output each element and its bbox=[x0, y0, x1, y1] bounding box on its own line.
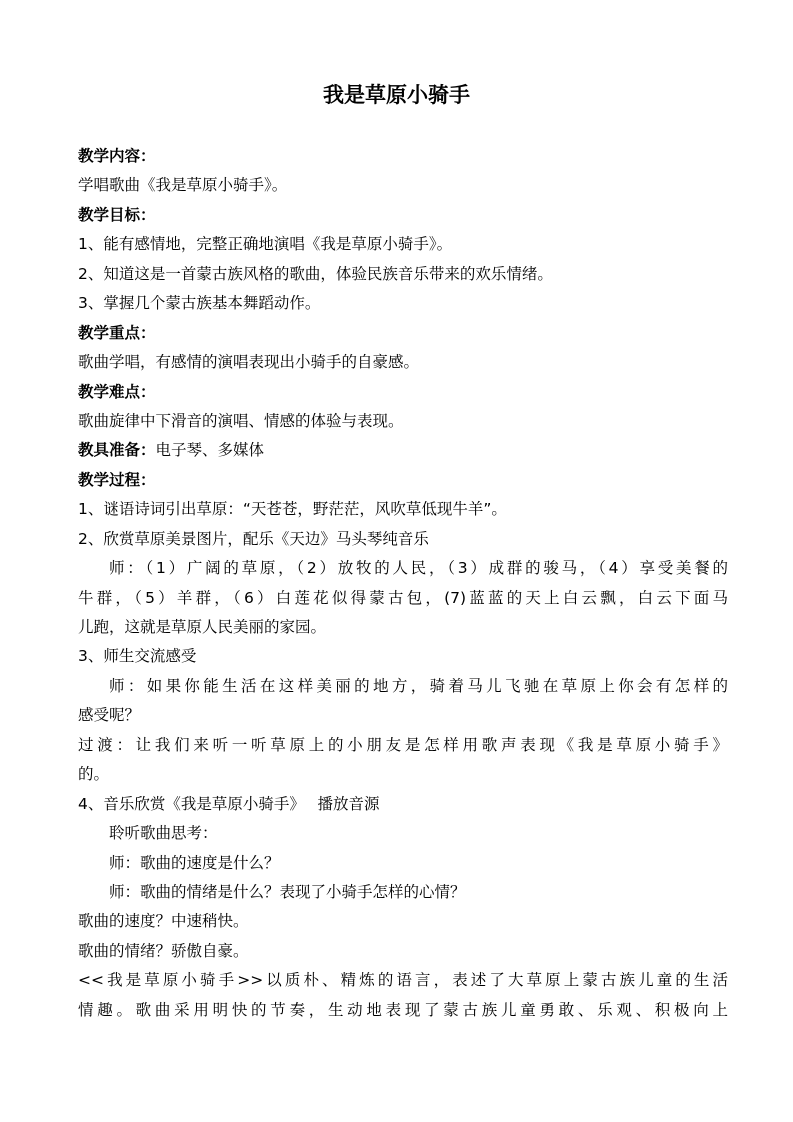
text-line: 歌曲的速度？中速稍快。 bbox=[78, 912, 249, 931]
document-title: 我是草原小骑手 bbox=[323, 83, 470, 107]
text-line: 歌曲的情绪？骄傲自豪。 bbox=[78, 941, 249, 960]
text-line: 感受呢？ bbox=[78, 706, 141, 725]
text-line: 聆听歌曲思考： bbox=[109, 824, 218, 843]
section-heading: 教学重点： bbox=[78, 323, 156, 342]
text-line bbox=[78, 436, 728, 465]
text-line: 4、音乐欣赏《我是草原小骑手》 播放音源 bbox=[78, 794, 380, 813]
text-line: 歌曲学唱，有感情的演唱表现出小骑手的自豪感。 bbox=[78, 353, 420, 372]
text-line: 3、师生交流感受 bbox=[78, 647, 197, 666]
text-line: 师：歌曲的情绪是什么？表现了小骑手怎样的心情？ bbox=[109, 882, 466, 901]
text-line: 师：如果你能生活在这样美丽的地方，骑着马儿飞驰在草原上你会有怎样的 bbox=[109, 676, 728, 695]
document-body bbox=[78, 142, 728, 1025]
text-line: 1、能有感情地，完整正确地演唱《我是草原小骑手》。 bbox=[78, 235, 453, 254]
text-line: 儿跑，这就是草原人民美丽的家园。 bbox=[78, 618, 327, 636]
text-line: <<我是草原小骑手>>以质朴、精炼的语言，表述了大草原上蒙古族儿童的生活 bbox=[78, 971, 728, 990]
text-line: 1、谜语诗词引出草原：“天苍苍，野茫茫，风吹草低现牛羊”。 bbox=[78, 500, 507, 519]
text-line: 学唱歌曲《我是草原小骑手》。 bbox=[78, 176, 288, 195]
text-line: 2、欣赏草原美景图片，配乐《天边》马头琴纯音乐 bbox=[78, 529, 429, 548]
text-line: 过渡：让我们来听一听草原上的小朋友是怎样用歌声表现《我是草原小骑手》 bbox=[78, 735, 728, 754]
text-line: 师：歌曲的速度是什么？ bbox=[109, 853, 280, 872]
section-inline-text: 电子琴、多媒体 bbox=[155, 441, 265, 460]
section-heading: 教学内容： bbox=[78, 147, 156, 165]
section-heading: 教学难点： bbox=[78, 382, 156, 401]
text-line: 2、知道这是一首蒙古族风格的歌曲，体验民族音乐带来的欢乐情绪。 bbox=[78, 264, 553, 283]
section-heading: 教学过程： bbox=[78, 470, 156, 489]
text-line: 牛群，（5）羊群，（6）白莲花似得蒙古包，(7)蓝蓝的天上白云飘，白云下面马 bbox=[78, 588, 728, 607]
text-line: 歌曲旋律中下滑音的演唱、情感的体验与表现。 bbox=[78, 411, 404, 430]
text-line: 师：（1）广阔的草原，（2）放牧的人民，（3）成群的骏马，（4）享受美餐的 bbox=[109, 559, 728, 578]
text-line: 情趣。歌曲采用明快的节奏，生动地表现了蒙古族儿童勇敢、乐观、积极向上 bbox=[78, 1000, 728, 1019]
text-line: 3、掌握几个蒙古族基本舞蹈动作。 bbox=[78, 294, 321, 313]
section-heading: 教学目标： bbox=[78, 205, 156, 224]
section-heading-label: 教具准备： bbox=[78, 441, 156, 460]
text-line: 的。 bbox=[78, 765, 110, 784]
